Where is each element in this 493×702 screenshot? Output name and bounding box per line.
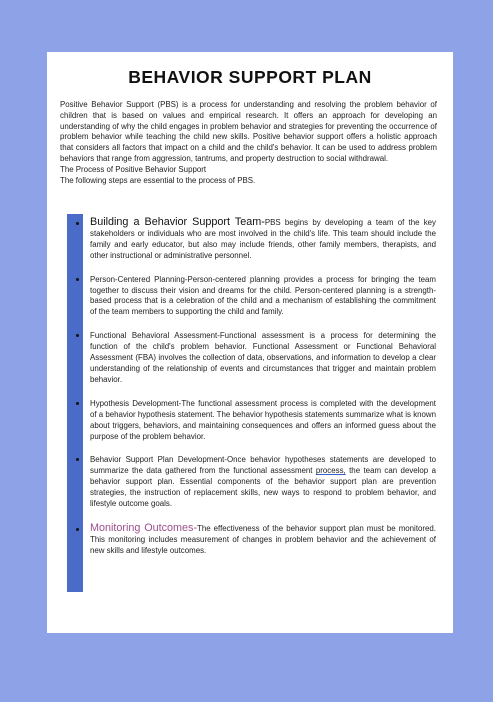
document-page bbox=[47, 52, 453, 633]
step-body-end: the team can develop a behavior support plan. Essential components of the behavior support plan are prevention strategies, the instruction of replacement skills, new ways to respond to problem behavior, and lifestyle outcome goals. bbox=[90, 466, 436, 509]
list-item-text: Functional Behavioral Assessment-Functional assessment is a process for determining the function of the child's problem behavior. Functional Assessment or Functional Behavioral Assessment (FBA) involves the collection of data, observations, and information to develop a clear understanding of the relationship of events and circumstances that trigger and maintain problem behavior. bbox=[90, 331, 436, 384]
steps-list bbox=[77, 217, 436, 557]
step-body-start: Behavior Support Plan Development-Once behavior hypotheses statements are developed to summarize the data gathered from the functional assessment bbox=[90, 455, 436, 476]
intro-section bbox=[60, 100, 437, 186]
list-item-text bbox=[90, 523, 436, 557]
list-item-text: Hypothesis Development-The functional assessment process is completed with the development of a behavior hypothesis statement. The behavior hypothesis statements summarize what is known about triggers, behaviors, and maintaining consequences and offers an informed guess about the purpose of the problem behavior. bbox=[90, 398, 436, 441]
bullet-icon bbox=[76, 222, 79, 225]
intro-lead: The following steps are essential to the process of PBS. bbox=[60, 175, 256, 185]
list-item bbox=[77, 275, 436, 319]
intro-subheading: The Process of Positive Behavior Support bbox=[60, 164, 207, 174]
intro-paragraph: Positive Behavior Support (PBS) is a process for understanding and resolving the problem behavior of children that is based on values and empirical research. It offers an approach for developing an understanding of why the child engages in problem behavior and strategies for preventing the occurrence of problem behavior while teaching the child new skills. Positive behavior support offers a holistic approach that considers all factors that impact on a child and the child's behavior. It can be used to address problem behaviors that range from aggression, tantrums, and property destruction to social withdrawal. bbox=[60, 100, 437, 163]
step-body: The effectiveness of the behavior support plan must be monitored. This monitoring includes measurement of changes in problem behavior and the achievement of new skills and lifestyle outcomes. bbox=[90, 523, 436, 555]
list-item bbox=[77, 523, 436, 557]
bullet-icon bbox=[76, 528, 79, 531]
bullet-icon bbox=[76, 458, 79, 461]
bullet-icon bbox=[76, 402, 79, 405]
list-item bbox=[77, 217, 436, 262]
list-item bbox=[77, 399, 436, 443]
step-heading: Monitoring Outcomes- bbox=[90, 521, 198, 534]
list-item bbox=[77, 331, 436, 386]
step-body: PBS begins by developing a team of the key stakeholders or individuals who are most involved in the child's life. This team should include the family and early educator, but also may include friends, other family members, therapists, and other instructional or administrative personnel. bbox=[90, 218, 437, 260]
bullet-icon bbox=[76, 334, 79, 337]
spellcheck-marked-word: process, bbox=[315, 466, 346, 476]
list-item bbox=[77, 455, 436, 510]
list-item-text: Person-Centered Planning-Person-centered planning provides a process for bringing the team together to discuss their vision and dreams for the child. Person-centered planning is a strength-based process that is a celebration of the child and a mechanism of establishing the commitment of the team members to supporting the child and family. bbox=[90, 274, 436, 317]
page-title: BEHAVIOR SUPPORT PLAN bbox=[128, 67, 372, 87]
step-heading: Building a Behavior Support Team- bbox=[90, 216, 265, 228]
bullet-icon bbox=[76, 278, 79, 281]
list-item-text bbox=[90, 455, 436, 510]
list-item-text bbox=[90, 217, 436, 262]
